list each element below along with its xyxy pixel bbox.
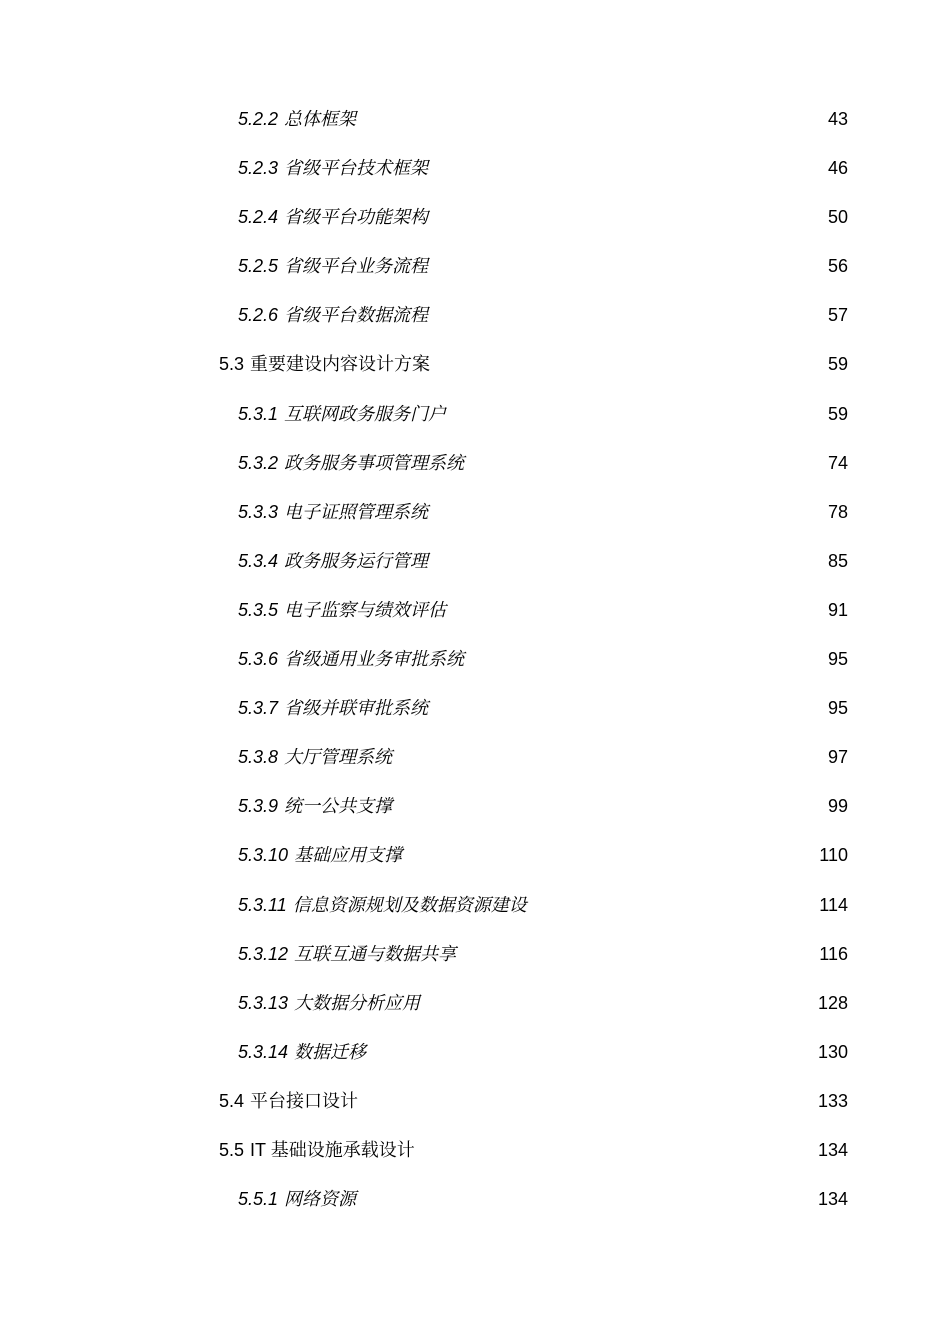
toc-entry-title: 平台接口设计 <box>250 1090 359 1111</box>
toc-entry-page-number: 134 <box>817 1189 848 1210</box>
toc-entry-page-number: 74 <box>827 452 848 473</box>
toc-entry-number: 5.2.6 <box>238 305 279 326</box>
toc-entry-title: 数据迁移 <box>294 1041 367 1062</box>
toc-entry-title: 电子证照管理系统 <box>284 501 429 522</box>
toc-entry-number: 5.2.4 <box>238 207 279 228</box>
toc-entry-page-number: 97 <box>827 747 848 768</box>
toc-entry[interactable] <box>219 635 848 684</box>
toc-entry-title: 省级平台业务流程 <box>284 256 429 277</box>
toc-entry-title: 互联网政务服务门户 <box>284 403 447 424</box>
toc-entry[interactable] <box>219 782 848 831</box>
toc-entry[interactable] <box>219 193 848 242</box>
toc-entry[interactable] <box>219 1175 848 1224</box>
toc-entry-page-number: 130 <box>817 1041 848 1062</box>
toc-entry[interactable] <box>219 291 848 340</box>
toc-entry-number: 5.3.13 <box>238 992 289 1013</box>
toc-entry-title: 基础应用支撑 <box>294 845 403 866</box>
toc-entry-number: 5.5 <box>219 1139 245 1160</box>
toc-entry-title: 省级并联审批系统 <box>284 698 429 719</box>
toc-entry-page-number: 110 <box>819 845 848 866</box>
toc-entry-number: 5.3.6 <box>238 649 279 670</box>
toc-entry[interactable] <box>219 930 848 979</box>
toc-entry-number: 5.3.7 <box>238 698 279 719</box>
toc-entry[interactable] <box>219 95 848 144</box>
toc-entry-page-number: 134 <box>817 1139 848 1160</box>
toc-entry-page-number: 56 <box>827 256 848 277</box>
toc-entry-title: 电子监察与绩效评估 <box>284 599 447 620</box>
table-of-contents <box>219 95 848 1224</box>
toc-entry-title: 省级通用业务审批系统 <box>284 649 465 670</box>
toc-entry[interactable] <box>219 439 848 488</box>
toc-entry-title: 重要建设内容设计方案 <box>250 354 431 375</box>
toc-entry[interactable] <box>219 1126 848 1175</box>
toc-entry-number: 5.3.5 <box>238 599 279 620</box>
toc-entry-title: 互联互通与数据共享 <box>294 943 457 964</box>
toc-entry[interactable] <box>219 1028 848 1077</box>
toc-entry-page-number: 99 <box>827 796 848 817</box>
toc-entry-number: 5.2.2 <box>238 109 279 129</box>
toc-entry-number: 5.3.10 <box>238 845 289 866</box>
toc-entry-page-number: 43 <box>827 109 848 129</box>
toc-entry-page-number: 91 <box>827 599 848 620</box>
toc-entry-page-number: 114 <box>819 894 848 915</box>
toc-entry-title: 总体框架 <box>284 109 357 129</box>
toc-entry-page-number: 133 <box>817 1090 848 1111</box>
toc-entry[interactable] <box>219 586 848 635</box>
toc-entry-title: 大数据分析应用 <box>294 992 421 1013</box>
toc-entry[interactable] <box>219 881 848 930</box>
toc-entry-number: 5.3.11 <box>238 894 287 915</box>
toc-entry-title: 网络资源 <box>284 1189 357 1210</box>
toc-entry-page-number: 95 <box>827 698 848 719</box>
toc-entry-title: 政务服务运行管理 <box>284 550 429 571</box>
toc-entry-number: 5.3.9 <box>238 796 279 817</box>
toc-entry-page-number: 128 <box>817 992 848 1013</box>
toc-entry-page-number: 59 <box>827 354 848 375</box>
toc-entry-title: 省级平台数据流程 <box>284 305 429 326</box>
toc-entry-page-number: 46 <box>827 158 848 179</box>
toc-entry[interactable] <box>219 1077 848 1126</box>
toc-entry-number: 5.3.3 <box>238 501 279 522</box>
toc-entry-page-number: 116 <box>819 943 848 964</box>
toc-entry[interactable] <box>219 733 848 782</box>
toc-entry-page-number: 78 <box>827 501 848 522</box>
toc-entry-number: 5.3.2 <box>238 452 279 473</box>
toc-entry-number: 5.2.3 <box>238 158 279 179</box>
toc-entry-number: 5.3.1 <box>238 403 279 424</box>
toc-entry-title: 大厅管理系统 <box>284 747 393 768</box>
toc-entry[interactable] <box>219 684 848 733</box>
toc-entry-title: 统一公共支撑 <box>284 796 393 817</box>
toc-entry-title: 信息资源规划及数据资源建设 <box>292 894 527 915</box>
toc-entry-number: 5.3.14 <box>238 1041 289 1062</box>
toc-entry[interactable] <box>219 144 848 193</box>
toc-entry[interactable] <box>219 979 848 1028</box>
toc-entry-title: 省级平台技术框架 <box>284 158 429 179</box>
toc-entry[interactable] <box>219 390 848 439</box>
toc-entry-title: 政务服务事项管理系统 <box>284 452 465 473</box>
toc-entry[interactable] <box>219 242 848 291</box>
toc-entry[interactable] <box>219 488 848 537</box>
toc-entry-number: 5.3 <box>219 354 245 375</box>
toc-entry[interactable] <box>219 831 848 880</box>
toc-entry-page-number: 50 <box>827 207 848 228</box>
toc-entry-number: 5.2.5 <box>238 256 279 277</box>
toc-entry-number: 5.4 <box>219 1090 245 1111</box>
toc-entry-page-number: 57 <box>827 305 848 326</box>
toc-entry-title: IT 基础设施承载设计 <box>250 1139 415 1160</box>
toc-entry-number: 5.3.8 <box>238 747 279 768</box>
toc-entry-title: 省级平台功能架构 <box>284 207 429 228</box>
toc-entry-page-number: 95 <box>827 649 848 670</box>
toc-entry[interactable] <box>219 340 848 389</box>
toc-entry-page-number: 85 <box>827 550 848 571</box>
toc-entry-number: 5.3.12 <box>238 943 289 964</box>
toc-entry-page-number: 59 <box>827 403 848 424</box>
toc-entry-number: 5.5.1 <box>238 1189 279 1210</box>
toc-entry-number: 5.3.4 <box>238 550 279 571</box>
toc-entry[interactable] <box>219 537 848 586</box>
